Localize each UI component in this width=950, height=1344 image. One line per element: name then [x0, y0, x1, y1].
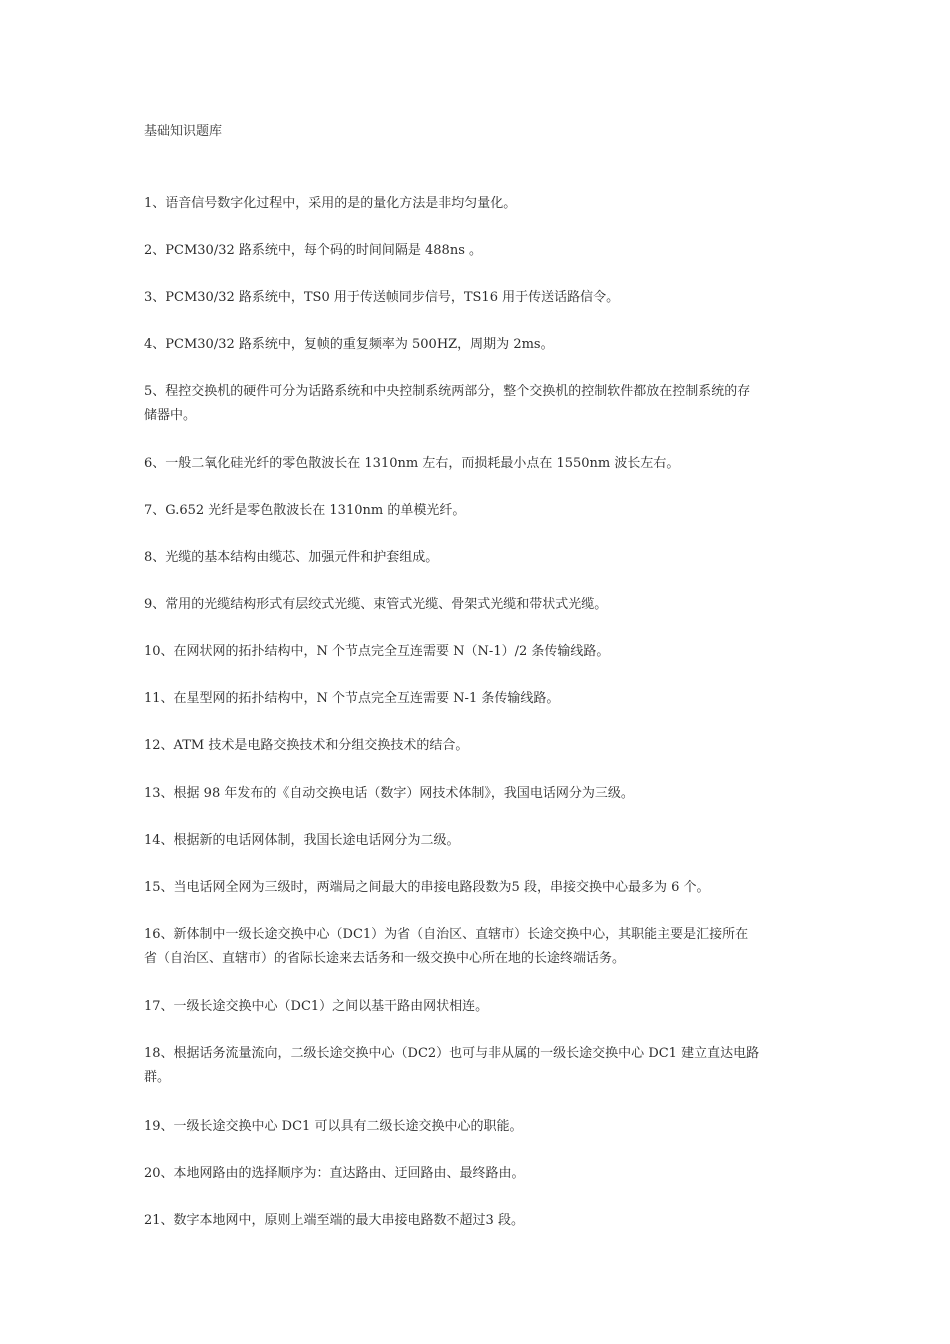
document-title: 基础知识题库: [144, 124, 223, 139]
question-line: 4、PCM30/32 路系统中，复帧的重复频率为 500HZ，周期为 2ms。: [144, 337, 554, 352]
question-line: 15、当电话网全网为三级时，两端局之间最大的串接电路段数为5 段，串接交换中心最多为 6 个。: [144, 880, 710, 895]
question-item-9: [144, 593, 809, 617]
question-line: 储器中。: [144, 408, 197, 423]
question-item-6: [144, 452, 809, 476]
question-line: 省（自治区、直辖市）的省际长途来去话务和一级交换中心所在地的长途终端话务。: [144, 951, 626, 966]
question-item-14: [144, 829, 809, 853]
question-item-17: [144, 995, 809, 1019]
question-line: 7、G.652 光纤是零色散波长在 1310nm 的单模光纤。: [144, 503, 466, 518]
question-line: 5、程控交换机的硬件可分为话路系统和中央控制系统两部分，整个交换机的控制软件都放在控制系统的存: [144, 384, 751, 399]
question-line: 20、本地网路由的选择顺序为：直达路由、迂回路由、最终路由。: [144, 1166, 525, 1181]
question-line: 18、根据话务流量流向，二级长途交换中心（DC2）也可与非从属的一级长途交换中心 DC1 建立直达电路: [144, 1046, 760, 1061]
question-item-20: [144, 1162, 809, 1186]
question-item-4: [144, 333, 809, 357]
question-line: 8、光缆的基本结构由缆芯、加强元件和护套组成。: [144, 550, 439, 565]
question-item-16: [144, 923, 809, 971]
question-item-15: [144, 876, 809, 900]
question-line: 6、一般二氧化硅光纤的零色散波长在 1310nm 左右，而损耗最小点在 1550nm 波长左右。: [144, 456, 680, 471]
question-item-12: [144, 734, 809, 758]
question-item-8: [144, 546, 809, 570]
question-item-3: [144, 286, 809, 310]
question-item-2: [144, 239, 809, 263]
question-line: 12、ATM 技术是电路交换技术和分组交换技术的结合。: [144, 738, 469, 753]
question-line: 14、根据新的电话网体制，我国长途电话网分为二级。: [144, 833, 460, 848]
question-item-19: [144, 1115, 809, 1139]
question-line: 11、在星型网的拓扑结构中，N 个节点完全互连需要 N-1 条传输线路。: [144, 691, 560, 706]
question-item-1: [144, 192, 809, 216]
question-line: 19、一级长途交换中心 DC1 可以具有二级长途交换中心的职能。: [144, 1119, 523, 1134]
question-item-7: [144, 499, 809, 523]
question-line: 群。: [144, 1070, 171, 1085]
question-item-21: [144, 1209, 809, 1233]
question-line: 21、数字本地网中，原则上端至端的最大串接电路数不超过3 段。: [144, 1213, 524, 1228]
question-item-11: [144, 687, 809, 711]
question-line: 2、PCM30/32 路系统中，每个码的时间间隔是 488ns 。: [144, 243, 482, 258]
question-line: 16、新体制中一级长途交换中心（DC1）为省（自治区、直辖市）长途交换中心，其职能主要是汇接所在: [144, 927, 749, 942]
question-item-10: [144, 640, 809, 664]
question-line: 1、语音信号数字化过程中，采用的是的量化方法是非均匀量化。: [144, 196, 517, 211]
question-line: 9、常用的光缆结构形式有层绞式光缆、束管式光缆、骨架式光缆和带状式光缆。: [144, 597, 608, 612]
question-item-13: [144, 782, 809, 806]
question-item-5: [144, 380, 809, 428]
question-line: 10、在网状网的拓扑结构中，N 个节点完全互连需要 N（N-1）/2 条传输线路。: [144, 644, 610, 659]
question-line: 13、根据 98 年发布的《自动交换电话（数字）网技术体制》，我国电话网分为三级。: [144, 786, 634, 801]
question-line: 17、一级长途交换中心（DC1）之间以基干路由网状相连。: [144, 999, 489, 1014]
question-line: 3、PCM30/32 路系统中，TS0 用于传送帧同步信号，TS16 用于传送话路信令。: [144, 290, 620, 305]
question-item-18: [144, 1042, 809, 1090]
